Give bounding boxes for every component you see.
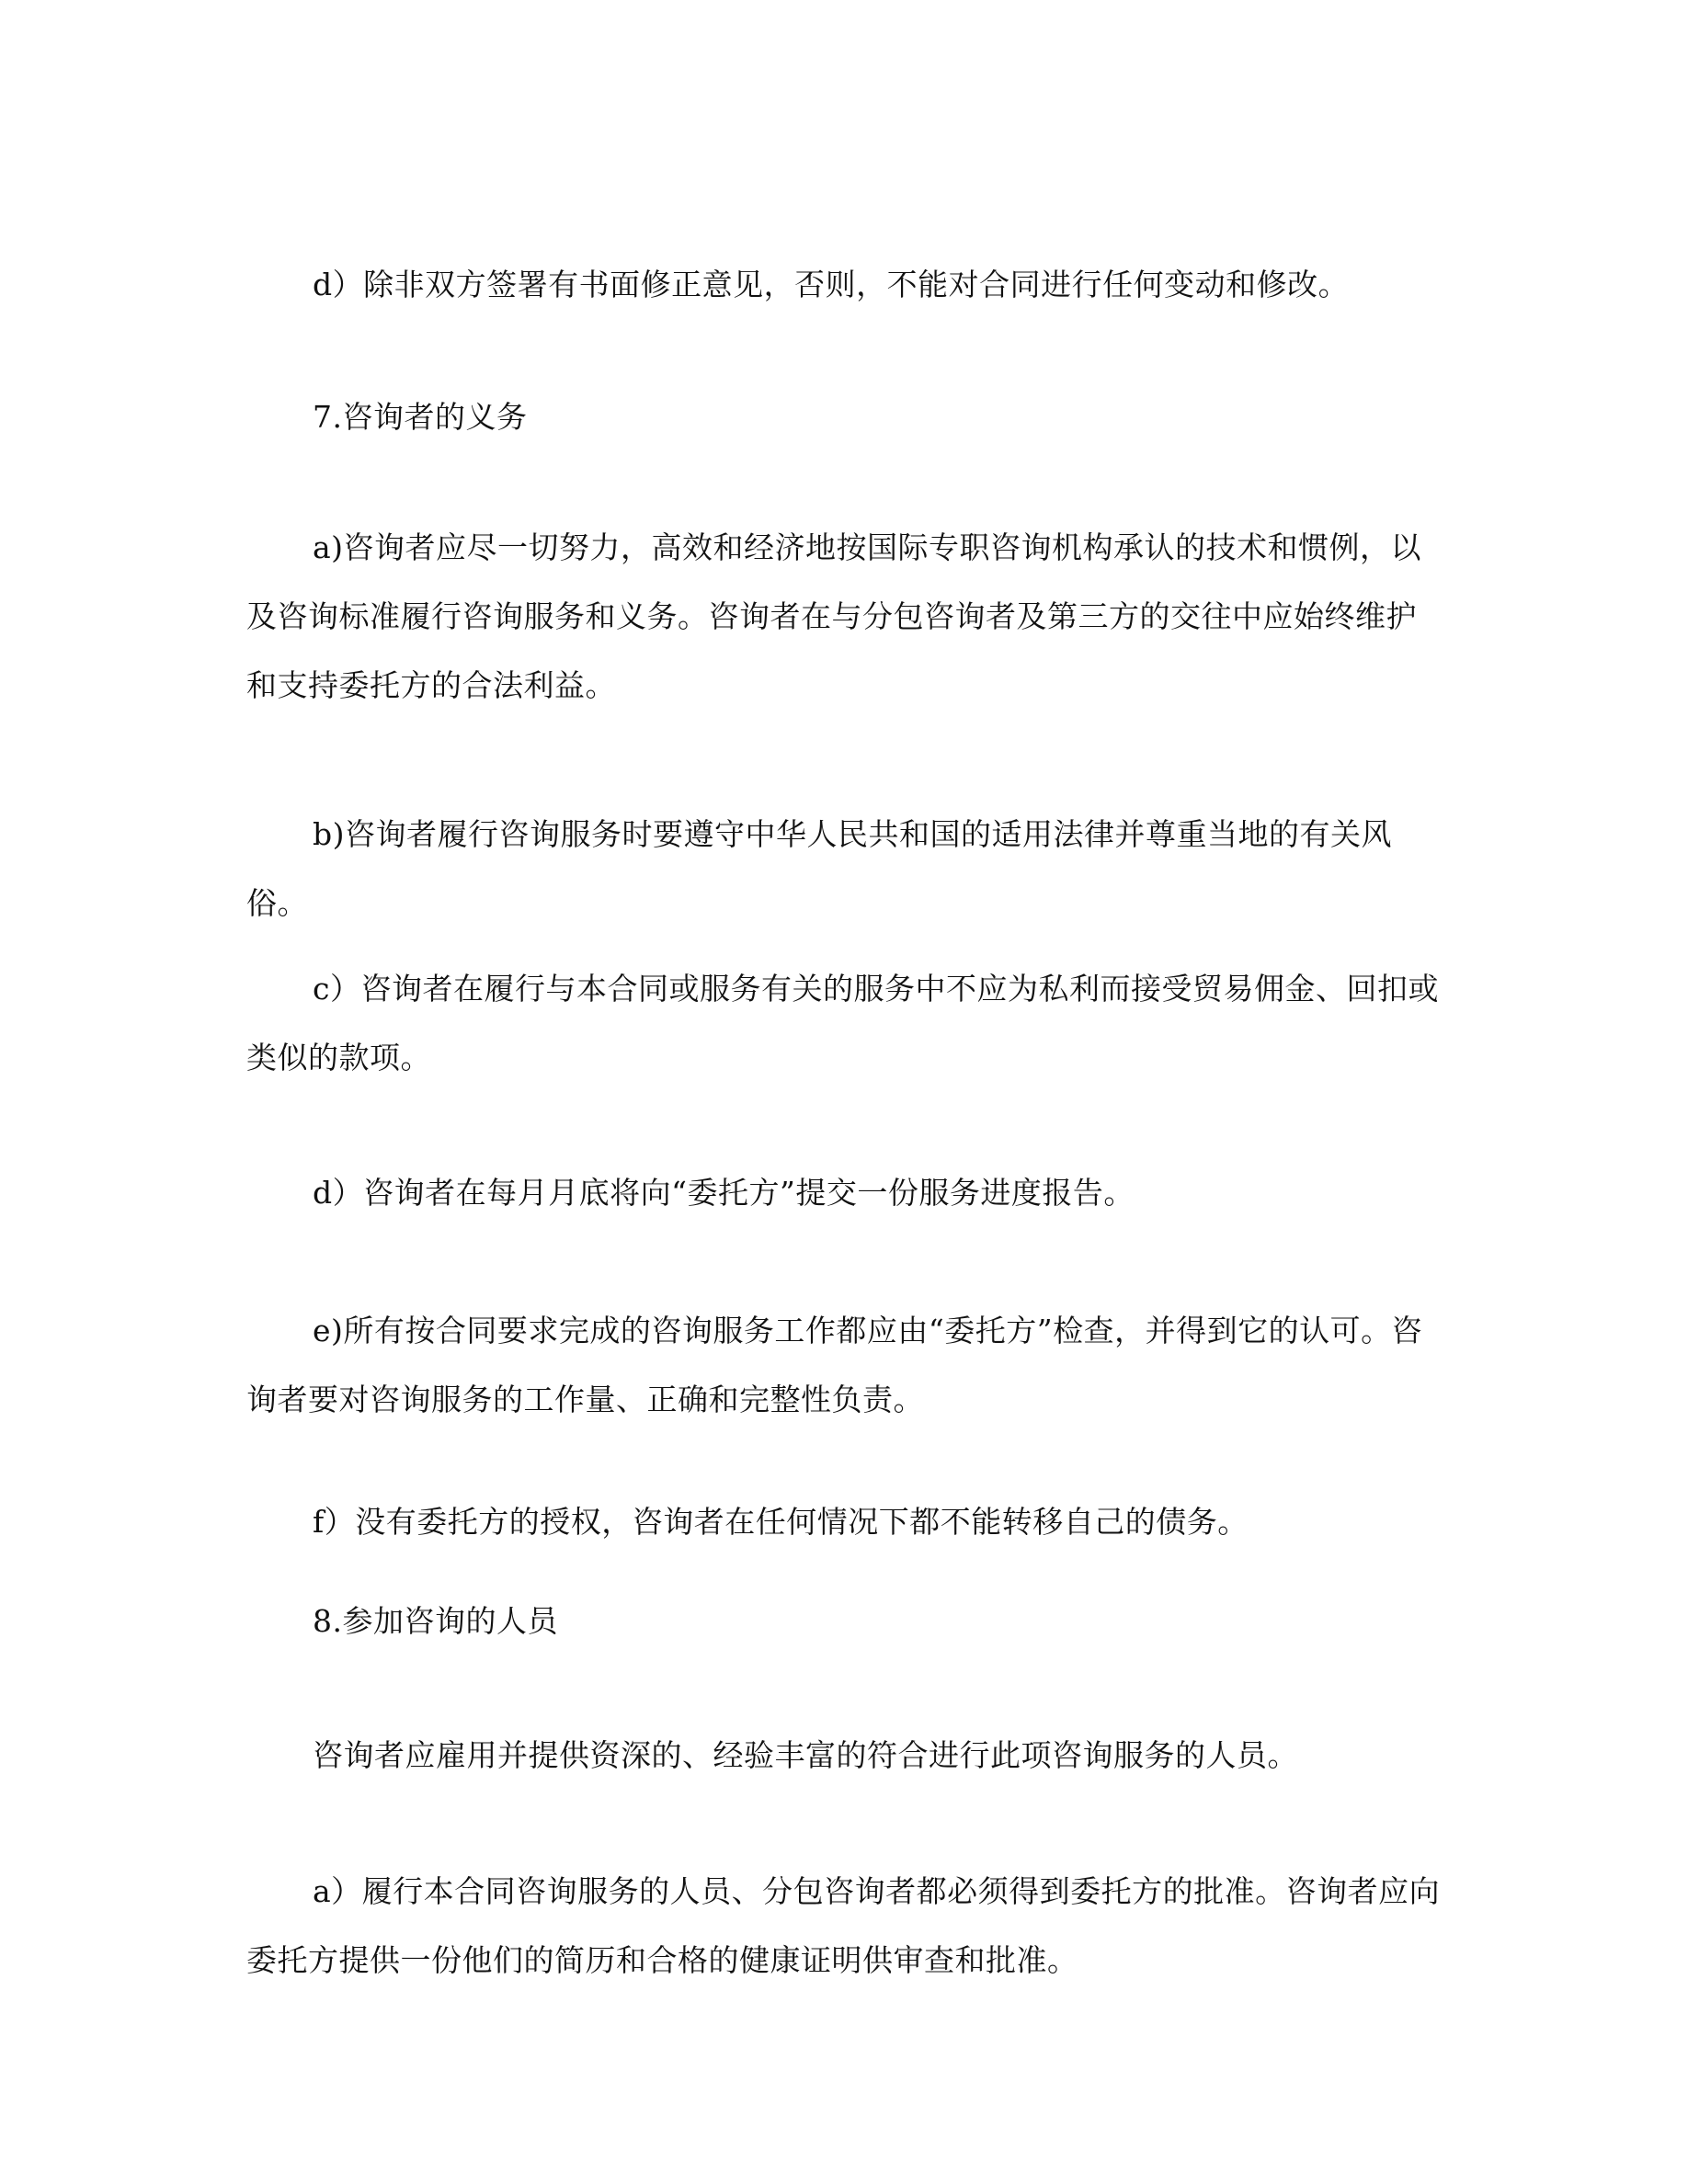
paragraph-7d: d）咨询者在每月月底将向“委托方”提交一份服务进度报告。 [313,1175,1135,1211]
paragraph-7c: c）咨询者在履行与本合同或服务有关的服务中不应为私利而接受贸易佣金、回扣或类似的款项。 [246,971,1439,1075]
paragraph-8-intro: 咨询者应雇用并提供资深的、经验丰富的符合进行此项咨询服务的人员。 [313,1737,1298,1773]
paragraph-7b: b)咨询者履行咨询服务时要遵守中华人民共和国的适用法律并尊重当地的有关风俗。 [246,816,1392,921]
paragraph-7e: e)所有按合同要求完成的咨询服务工作都应由“委托方”检查，并得到它的认可。咨询者要对咨询服务的工作量、正确和完整性负责。 [246,1313,1423,1417]
paragraph-7a: a)咨询者应尽一切努力，高效和经济地按国际专职咨询机构承认的技术和惯例，以及咨询标准履行咨询服务和义务。咨询者在与分包咨询者及第三方的交往中应始终维护和支持委托方的合法利益。 [246,529,1422,703]
paragraph-8a: a）履行本合同咨询服务的人员、分包咨询者都必须得到委托方的批准。咨询者应向委托方提供一份他们的简历和合格的健康证明供审查和批准。 [246,1873,1441,1978]
section-heading-7: 7.咨询者的义务 [313,399,528,435]
paragraph-7f: f）没有委托方的授权，咨询者在任何情况下都不能转移自己的债务。 [313,1504,1249,1540]
section-heading-8: 8.参加咨询的人员 [313,1603,558,1639]
paragraph-6d-amendments: d）除非双方签署有书面修正意见，否则，不能对合同进行任何变动和修改。 [313,267,1350,302]
